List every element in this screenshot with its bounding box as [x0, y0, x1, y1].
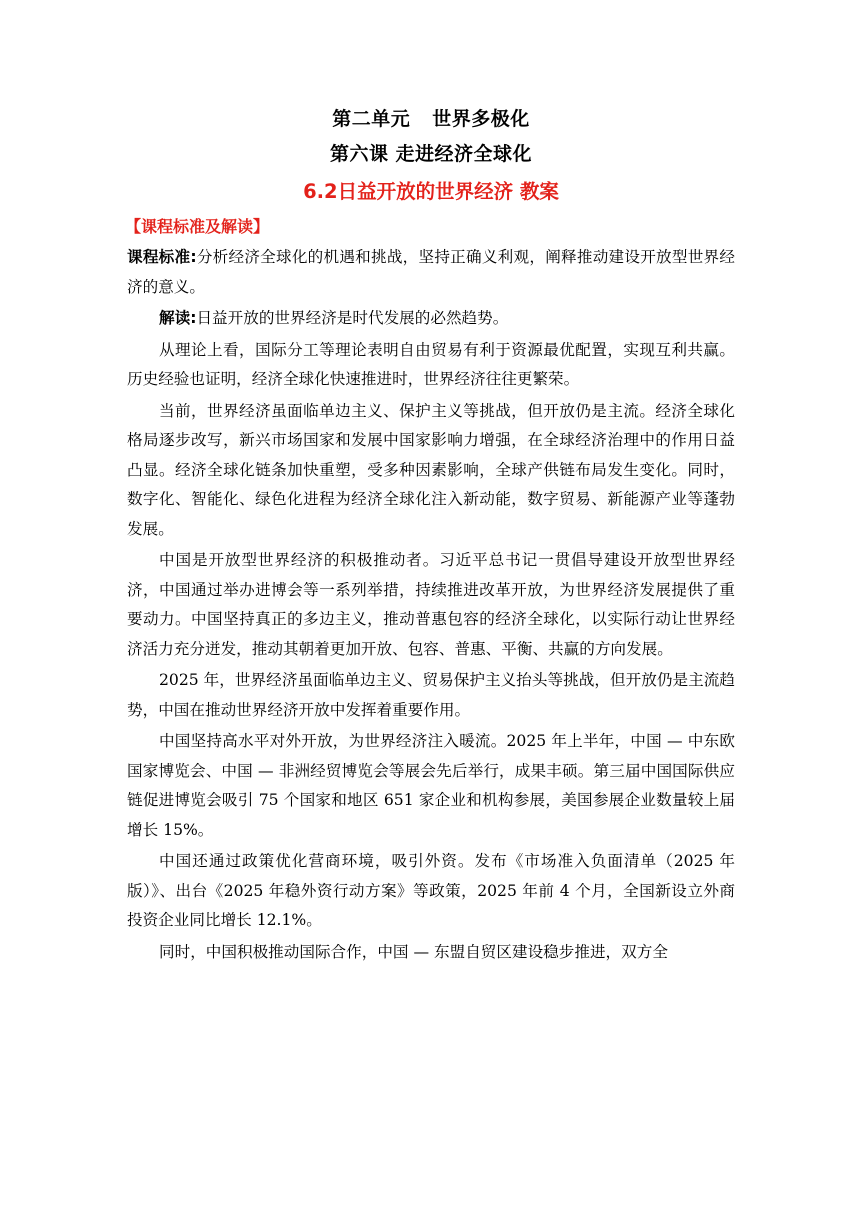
section-header: 【课程标准及解读】 — [125, 217, 270, 236]
plan-title: 6.2日益开放的世界经济 教案 — [303, 180, 559, 203]
unit-title-number: 第二单元 — [332, 108, 411, 130]
document-body — [127, 100, 735, 967]
body-paragraph: 从理论上看，国际分工等理论表明自由贸易有利于资源最优配置，实现互利共赢。历史经验也证明，经济全球化快速推进时，世界经济往往更繁荣。 — [127, 340, 735, 388]
body-paragraph: 当前，世界经济虽面临单边主义、保护主义等挑战，但开放仍是主流。经济全球化格局逐步改写，新兴市场国家和发展中国家影响力增强，在全球经济治理中的作用日益凸显。经济全球化链条加快重塑，受多种因素影响，全球产供链布局发生变化。同时，数字化、智能化、绿色化进程为经济全球化注入新动能，数字贸易、新能源产业等蓬勃发展。 — [127, 401, 735, 538]
unit-title — [127, 104, 735, 139]
curriculum-standard-paragraph — [127, 243, 735, 302]
curriculum-standard-label: 课程标准: — [127, 248, 197, 266]
body-paragraph: 2025 年，世界经济虽面临单边主义、贸易保护主义抬头等挑战，但开放仍是主流趋势，中国在推动世界经济开放中发挥着重要作用。 — [127, 671, 735, 719]
interpretation-paragraph — [127, 304, 735, 334]
body-paragraph: 中国是开放型世界经济的积极推动者。习近平总书记一贯倡导建设开放型世界经济，中国通过举办进博会等一系列举措，持续推进改革开放，为世界经济发展提供了重要动力。中国坚持真正的多边主义，推动普惠包容的经济全球化，以实际行动让世界经济活力充分迸发，推动其朝着更加开放、包容、普惠、平衡、共赢的方向发展。 — [127, 551, 735, 658]
lesson-title: 第六课 走进经济全球化 — [329, 143, 533, 165]
interpretation-text: 日益开放的世界经济是时代发展的必然趋势。 — [196, 309, 509, 327]
body-paragraph: 同时，中国积极推动国际合作，中国 — 东盟自贸区建设稳步推进，双方全 — [159, 942, 668, 961]
unit-title-name: 世界多极化 — [432, 108, 530, 130]
body-paragraph: 中国还通过政策优化营商环境，吸引外资。发布《市场准入负面清单（2025 年版）》、出台《2025 年稳外资行动方案》等政策，2025 年前 4 个月，全国新设立外商投资企业同比增长 12.1%。 — [127, 852, 735, 929]
body-paragraph: 中国坚持高水平对外开放，为世界经济注入暖流。2025 年上半年，中国 — 中东欧国家博览会、中国 — 非洲经贸博览会等展会先后举行，成果丰硕。第三届中国国际供应链促进博览会吸引 75 个国家和地区 651 家企业和机构参展，美国参展企业数量较上届增长 15%。 — [127, 732, 735, 839]
curriculum-standard-text: 分析经济全球化的机遇和挑战，坚持正确义利观，阐释推动建设开放型世界经济的意义。 — [127, 248, 735, 296]
interpretation-label: 解读: — [159, 309, 197, 327]
